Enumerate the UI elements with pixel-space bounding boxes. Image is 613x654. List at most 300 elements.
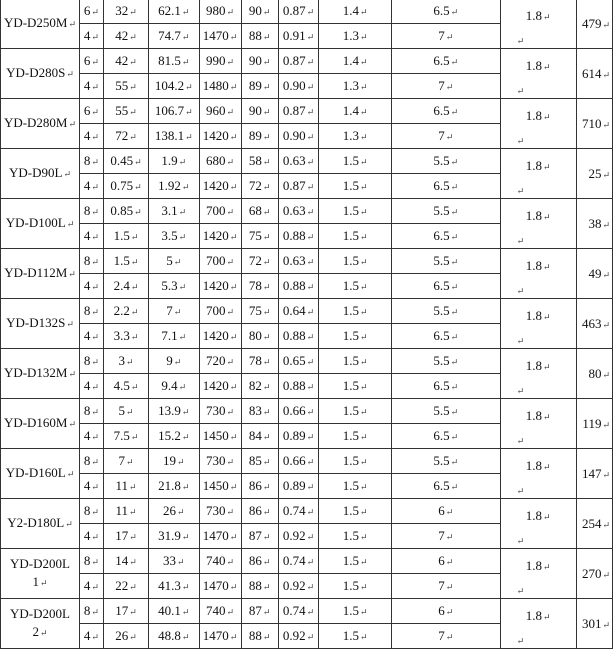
current-cell [149,149,199,174]
paragraph-mark-icon: ↵ [173,357,182,367]
current-ratio-cell [391,449,500,474]
paragraph-mark-icon: ↵ [262,32,271,42]
paragraph-mark-icon: ↵ [262,157,271,167]
torque-ratio-value: 1.5 [342,403,360,418]
paragraph-mark-icon: ↵ [602,219,610,230]
paragraph-mark-icon: ↵ [129,57,137,67]
torque-ratio-cell [319,599,392,624]
paragraph-mark-icon: ↵ [516,436,525,446]
torque-ratio-cell [319,199,392,224]
power-factor-cell [278,224,319,249]
paragraph-mark-icon: ↵ [226,207,235,217]
paragraph-mark-icon: ↵ [229,582,238,592]
weight-cell [576,599,612,649]
max-torque-ratio-value: 1.8 [525,308,542,323]
current-ratio-cell [391,299,500,324]
speed-value: 1420 [202,228,229,243]
efficiency-cell [241,399,278,424]
current-value: 1.92 [158,178,181,193]
paragraph-mark-icon: ↵ [262,382,271,392]
poles-cell [80,149,104,174]
paragraph-mark-icon: ↵ [542,362,551,372]
paragraph-mark-icon: ↵ [91,507,99,517]
power-factor-cell [278,474,319,499]
speed-value: 1420 [202,328,229,343]
current-cell [149,474,199,499]
torque-ratio-cell [319,149,392,174]
paragraph-mark-icon: ↵ [360,282,368,292]
max-torque-ratio-cell [500,349,576,399]
current-cell [149,399,199,424]
paragraph-mark-icon: ↵ [360,357,368,367]
max-torque-ratio-cell [500,299,576,349]
paragraph-mark-icon: ↵ [306,432,315,442]
current-ratio-cell [391,349,500,374]
paragraph-mark-icon: ↵ [262,407,271,417]
current-value: 5 [166,253,173,268]
paragraph-mark-icon: ↵ [262,532,271,542]
efficiency-cell [241,499,278,524]
power-cell [103,374,148,399]
speed-value: 700 [206,303,226,318]
paragraph-mark-icon: ↵ [68,369,77,379]
efficiency-cell [241,549,278,574]
paragraph-mark-icon: ↵ [181,432,190,442]
paragraph-mark-icon: ↵ [306,482,315,492]
power-value: 42 [115,28,129,43]
power-factor-cell [278,299,319,324]
paragraph-mark-icon: ↵ [181,32,190,42]
power-factor-value: 0.90 [282,78,306,93]
weight-value: 710 [581,115,602,131]
current-cell [149,324,199,349]
paragraph-mark-icon: ↵ [129,107,137,117]
power-factor-value: 0.74 [282,503,306,518]
power-value: 22 [115,578,129,593]
paragraph-mark-icon: ↵ [306,7,315,17]
paragraph-mark-icon: ↵ [177,557,185,567]
torque-ratio-value: 1.5 [342,478,360,493]
speed-value: 730 [206,453,226,468]
power-value: 0.75 [110,178,134,193]
power-cell [103,299,148,324]
speed-cell [199,474,241,499]
power-cell [103,24,148,49]
current-ratio-value: 5.5 [433,153,450,168]
paragraph-mark-icon: ↵ [445,32,454,42]
speed-cell [199,524,241,549]
paragraph-mark-icon: ↵ [306,257,315,267]
power-cell [103,574,148,599]
power-factor-cell [278,349,319,374]
paragraph-mark-icon: ↵ [262,132,271,142]
max-torque-ratio-cell [500,99,576,149]
paragraph-mark-icon: ↵ [360,582,368,592]
weight-cell [576,299,612,349]
current-value: 106.7 [154,103,185,118]
poles-cell [80,474,104,499]
efficiency-cell [241,99,278,124]
paragraph-mark-icon: ↵ [542,262,551,272]
paragraph-mark-icon: ↵ [229,532,238,542]
max-torque-ratio-value: 1.8 [525,258,542,273]
paragraph-mark-icon: ↵ [306,107,315,117]
max-torque-ratio-value: 1.8 [525,358,542,373]
efficiency-value: 87 [248,528,262,543]
model-name: YD-D250M [3,15,68,30]
paragraph-mark-icon: ↵ [602,619,610,630]
speed-cell [199,449,241,474]
paragraph-mark-icon: ↵ [39,628,48,638]
table-row [1,299,613,324]
model-name: YD-D112M [4,265,68,280]
power-factor-cell [278,399,319,424]
speed-cell [199,499,241,524]
paragraph-mark-icon: ↵ [360,432,368,442]
efficiency-cell [241,574,278,599]
paragraph-mark-icon: ↵ [178,232,187,242]
paragraph-mark-icon: ↵ [542,12,551,22]
power-cell [103,499,148,524]
poles-cell [80,224,104,249]
current-cell [149,374,199,399]
speed-value: 1470 [202,528,229,543]
current-ratio-value: 5.5 [433,303,450,318]
efficiency-value: 86 [248,478,262,493]
speed-value: 700 [206,253,226,268]
paragraph-mark-icon: ↵ [173,257,182,267]
paragraph-mark-icon: ↵ [129,507,137,517]
paragraph-mark-icon: ↵ [450,257,459,267]
efficiency-value: 83 [248,403,262,418]
model-name: Y2-D180L [7,515,65,530]
max-torque-ratio-value: 1.8 [525,558,542,573]
paragraph-mark-icon: ↵ [516,586,525,596]
power-value: 11 [115,478,128,493]
model-cell [1,499,80,549]
speed-cell [199,74,241,99]
paragraph-mark-icon: ↵ [226,357,235,367]
paragraph-mark-icon: ↵ [360,532,368,542]
poles-cell [80,0,104,24]
power-cell [103,49,148,74]
current-cell [149,174,199,199]
paragraph-mark-icon: ↵ [181,182,190,192]
paragraph-mark-icon: ↵ [262,82,271,92]
current-cell [149,574,199,599]
current-ratio-cell [391,374,500,399]
torque-ratio-cell [319,349,392,374]
weight-value: 25 [588,165,602,181]
torque-ratio-cell [319,274,392,299]
paragraph-mark-icon: ↵ [226,257,235,267]
speed-value: 1450 [202,478,229,493]
model-cell [1,99,80,149]
paragraph-mark-icon: ↵ [360,57,368,67]
paragraph-mark-icon: ↵ [229,432,238,442]
efficiency-value: 89 [248,78,262,93]
power-value: 26 [115,628,129,643]
paragraph-mark-icon: ↵ [360,257,368,267]
torque-ratio-cell [319,24,392,49]
paragraph-mark-icon: ↵ [91,107,99,117]
current-cell [149,424,199,449]
speed-cell [199,99,241,124]
power-factor-value: 0.88 [282,228,306,243]
paragraph-mark-icon: ↵ [185,82,193,92]
power-cell [103,99,148,124]
current-cell [149,599,199,624]
torque-ratio-cell [319,124,392,149]
torque-ratio-cell [319,324,392,349]
paragraph-mark-icon: ↵ [91,7,99,17]
torque-ratio-value: 1.4 [342,103,360,118]
paragraph-mark-icon: ↵ [602,369,610,380]
speed-value: 700 [206,203,226,218]
model-cell [1,249,80,299]
paragraph-mark-icon: ↵ [262,357,271,367]
paragraph-mark-icon: ↵ [516,636,525,646]
model-name: YD-D100L [5,215,66,230]
max-torque-ratio-cell [500,399,576,449]
paragraph-mark-icon: ↵ [181,407,190,417]
power-value: 5 [118,403,125,418]
poles-value: 8 [83,253,91,268]
power-cell [103,399,148,424]
efficiency-cell [241,224,278,249]
power-factor-cell [278,599,319,624]
speed-cell [199,149,241,174]
current-cell [149,224,199,249]
power-factor-cell [278,0,319,24]
model-name: YD-D200L [10,556,70,571]
poles-value: 8 [83,303,91,318]
model-name: YD-D200L [10,606,70,621]
paragraph-mark-icon: ↵ [360,407,368,417]
current-value: 3.1 [161,203,178,218]
paragraph-mark-icon: ↵ [262,7,271,17]
torque-ratio-cell [319,249,392,274]
current-ratio-cell [391,424,500,449]
paragraph-mark-icon: ↵ [129,632,137,642]
weight-cell [576,249,612,299]
paragraph-mark-icon: ↵ [306,607,315,617]
power-factor-value: 0.63 [282,253,306,268]
speed-value: 740 [206,553,226,568]
paragraph-mark-icon: ↵ [542,112,551,122]
current-ratio-value: 6 [438,503,445,518]
current-cell [149,449,199,474]
paragraph-mark-icon: ↵ [516,286,525,296]
paragraph-mark-icon: ↵ [360,107,368,117]
poles-value: 8 [83,603,91,618]
paragraph-mark-icon: ↵ [181,7,190,17]
paragraph-mark-icon: ↵ [39,578,48,588]
current-ratio-value: 6 [438,553,445,568]
current-value: 138.1 [154,128,185,143]
power-cell [103,349,148,374]
current-value: 81.5 [158,53,181,68]
power-cell [103,599,148,624]
current-value: 48.8 [158,628,181,643]
table-body [1,0,613,649]
paragraph-mark-icon: ↵ [226,307,235,317]
efficiency-value: 86 [248,503,262,518]
paragraph-mark-icon: ↵ [262,282,271,292]
weight-cell [576,549,612,599]
current-cell [149,524,199,549]
weight-value: 479 [581,15,602,31]
weight-value: 301 [581,615,602,631]
power-factor-cell [278,449,319,474]
current-ratio-cell [391,499,500,524]
paragraph-mark-icon: ↵ [129,582,137,592]
current-ratio-value: 7 [438,78,445,93]
max-torque-ratio-value: 1.8 [525,8,542,23]
paragraph-mark-icon: ↵ [262,332,271,342]
paragraph-mark-icon: ↵ [226,407,235,417]
paragraph-mark-icon: ↵ [178,207,187,217]
model-cell [1,149,80,199]
current-ratio-value: 7 [438,578,445,593]
speed-cell [199,324,241,349]
paragraph-mark-icon: ↵ [134,157,142,167]
paragraph-mark-icon: ↵ [450,357,459,367]
power-factor-value: 0.89 [282,428,306,443]
paragraph-mark-icon: ↵ [229,482,238,492]
power-cell [103,549,148,574]
weight-value: 80 [588,365,602,381]
current-cell [149,349,199,374]
efficiency-value: 90 [248,103,262,118]
current-cell [149,624,199,649]
power-value: 17 [115,528,129,543]
paragraph-mark-icon: ↵ [306,207,315,217]
paragraph-mark-icon: ↵ [450,307,459,317]
paragraph-mark-icon: ↵ [360,132,368,142]
paragraph-mark-icon: ↵ [602,469,610,480]
current-ratio-value: 6.5 [433,478,450,493]
efficiency-cell [241,374,278,399]
paragraph-mark-icon: ↵ [306,332,315,342]
power-factor-value: 0.64 [282,303,306,318]
current-ratio-value: 6.5 [433,378,450,393]
paragraph-mark-icon: ↵ [445,632,454,642]
paragraph-mark-icon: ↵ [68,269,76,279]
speed-cell [199,24,241,49]
torque-ratio-value: 1.5 [342,278,360,293]
poles-value: 8 [83,203,91,218]
power-value: 17 [115,603,129,618]
speed-value: 730 [206,503,226,518]
paragraph-mark-icon: ↵ [226,457,235,467]
paragraph-mark-icon: ↵ [125,357,134,367]
power-factor-value: 0.87 [282,178,306,193]
current-value: 40.1 [158,603,181,618]
current-ratio-value: 5.5 [433,453,450,468]
table-row [1,499,613,524]
speed-value: 1470 [202,628,229,643]
poles-cell [80,24,104,49]
current-value: 31.9 [158,528,181,543]
current-ratio-value: 6.5 [433,328,450,343]
paragraph-mark-icon: ↵ [262,582,271,592]
power-value: 11 [115,503,128,518]
current-value: 5.3 [161,278,178,293]
efficiency-value: 88 [248,28,262,43]
paragraph-mark-icon: ↵ [226,157,235,167]
torque-ratio-cell [319,424,392,449]
paragraph-mark-icon: ↵ [63,169,71,179]
efficiency-cell [241,324,278,349]
efficiency-value: 89 [248,128,262,143]
power-factor-value: 0.74 [282,553,306,568]
efficiency-cell [241,24,278,49]
paragraph-mark-icon: ↵ [542,462,551,472]
torque-ratio-cell [319,299,392,324]
speed-cell [199,49,241,74]
torque-ratio-cell [319,0,392,24]
power-cell [103,624,148,649]
paragraph-mark-icon: ↵ [360,182,368,192]
paragraph-mark-icon: ↵ [450,157,459,167]
paragraph-mark-icon: ↵ [450,282,459,292]
speed-value: 990 [206,53,226,68]
paragraph-mark-icon: ↵ [181,482,190,492]
current-ratio-value: 5.5 [433,403,450,418]
current-ratio-value: 6.5 [433,278,450,293]
paragraph-mark-icon: ↵ [226,7,235,17]
torque-ratio-value: 1.5 [342,328,360,343]
power-value: 14 [115,553,129,568]
power-factor-cell [278,324,319,349]
weight-cell [576,99,612,149]
efficiency-cell [241,0,278,24]
model-name: YD-D160L [5,465,66,480]
poles-cell [80,374,104,399]
current-value: 7.1 [161,328,178,343]
paragraph-mark-icon: ↵ [125,457,134,467]
poles-cell [80,524,104,549]
current-value: 74.7 [158,28,181,43]
torque-ratio-cell [319,399,392,424]
paragraph-mark-icon: ↵ [306,357,315,367]
table-row [1,249,613,274]
speed-value: 1450 [202,428,229,443]
efficiency-cell [241,274,278,299]
weight-cell [576,449,612,499]
torque-ratio-cell [319,49,392,74]
efficiency-value: 72 [248,253,262,268]
power-factor-cell [278,174,319,199]
torque-ratio-value: 1.4 [342,53,360,68]
current-ratio-value: 6.5 [433,3,450,18]
paragraph-mark-icon: ↵ [229,132,238,142]
torque-ratio-cell [319,549,392,574]
paragraph-mark-icon: ↵ [360,157,368,167]
paragraph-mark-icon: ↵ [226,557,235,567]
weight-value: 254 [581,515,602,531]
power-value: 0.45 [110,153,134,168]
paragraph-mark-icon: ↵ [306,557,315,567]
current-value: 9.4 [161,378,178,393]
power-cell [103,474,148,499]
torque-ratio-value: 1.5 [342,503,360,518]
current-ratio-value: 6.5 [433,53,450,68]
poles-cell [80,299,104,324]
power-cell [103,0,148,24]
torque-ratio-value: 1.5 [342,253,360,268]
